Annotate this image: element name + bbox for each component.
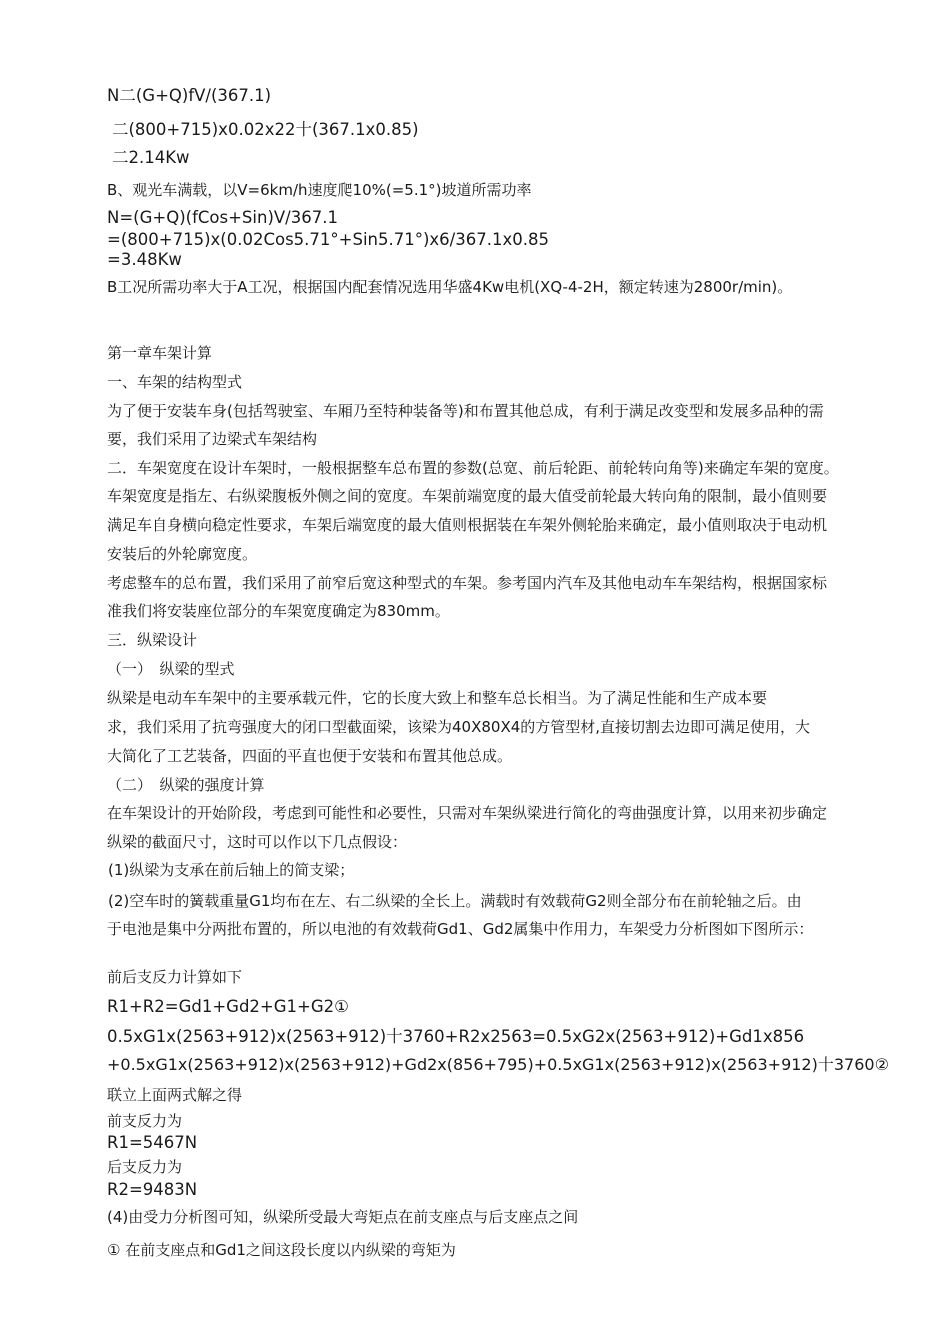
subsection-heading-beam-strength: （二） 纵梁的强度计算 <box>107 776 265 794</box>
formula-power-b: N=(G+Q)(fCos+Sin)V/367.1 <box>107 208 338 227</box>
front-reaction-value: R1=5467N <box>107 1133 198 1152</box>
assumption-2-line-1: (2)空车时的簧载重量G1均布在左、右二纵梁的全长上。满载时有效载荷G2则全部分布在前轮轴之后。由 <box>108 892 802 910</box>
paragraph-structure-line-2: 要，我们采用了边梁式车架结构 <box>107 430 318 448</box>
paragraph-beam-type-line-1: 纵梁是电动车车架中的主要承载元件，它的长度大致上和整车总长相当。为了满足性能和生产成本要 <box>107 689 768 707</box>
moment-segment-1-text: ① 在前支座点和Gd1之间这段长度以内纵梁的弯矩为 <box>107 1241 456 1259</box>
max-moment-text: (4)由受力分析图可知，纵梁所受最大弯矩点在前支座点与后支座点之间 <box>107 1208 579 1226</box>
equation-2-line-2: +0.5xG1x(2563+912)x(2563+912)+Gd2x(856+795)+0.5xG1x(2563+912)x(2563+912)十3760② <box>107 1055 889 1074</box>
paragraph-strength-line-1: 在车架设计的开始阶段，考虑到可能性和必要性，只需对车架纵梁进行简化的弯曲强度计算，以用来初步确定 <box>107 804 828 822</box>
paragraph-structure-line-1: 为了便于安装车身(包括驾驶室、车厢乃至特种装备等)和布置其他总成，有利于满足改变型和发展多品种的需 <box>107 402 824 420</box>
paragraph-width-line-4: 安装后的外轮廓宽度。 <box>107 545 258 563</box>
formula-power-a: N二(G+Q)fV/(367.1) <box>107 86 272 105</box>
paragraph-layout-line-1: 考虑整车的总布置，我们采用了前窄后宽这种型式的车架。参考国内汽车及其他电动车车架结构，根据国家标 <box>107 574 828 592</box>
solve-text: 联立上面两式解之得 <box>107 1086 243 1104</box>
subsection-heading-beam-type: （一） 纵梁的型式 <box>107 660 235 678</box>
condition-b-heading: B、观光车满载，以V=6km/h速度爬10%(=5.1°)坡道所需功率 <box>107 181 532 199</box>
equation-2-line-1: 0.5xG1x(2563+912)x(2563+912)十3760+R2x2563=0.5xG2x(2563+912)+Gd1x856 <box>107 1027 805 1046</box>
paragraph-strength-line-2: 纵梁的截面尺寸，这时可以作以下几点假设： <box>107 833 408 851</box>
rear-reaction-value: R2=9483N <box>107 1180 198 1199</box>
formula-power-b-result: =3.48Kw <box>107 250 182 269</box>
formula-power-a-result: 二2.14Kw <box>112 148 190 167</box>
reaction-force-heading: 前后支反力计算如下 <box>107 968 243 986</box>
paragraph-beam-type-line-2: 求，我们采用了抗弯强度大的闭口型截面梁，该梁为40X80X4的方管型材,直接切割去边即可满足使用，大 <box>107 718 811 736</box>
paragraph-width-line-2: 车架宽度是指左、右纵梁腹板外侧之间的宽度。车架前端宽度的最大值受前轮最大转向角的限制，最小值则要 <box>107 487 828 505</box>
front-reaction-label: 前支反力为 <box>107 1112 183 1130</box>
chapter-title: 第一章车架计算 <box>107 344 213 362</box>
paragraph-width-line-1: 二．车架宽度在设计车架时，一般根据整车总布置的参数(总宽、前后轮距、前轮转向角等)来确定车架的宽度。 <box>107 459 839 477</box>
rear-reaction-label: 后支反力为 <box>107 1158 183 1176</box>
equation-1: R1+R2=Gd1+Gd2+G1+G2① <box>107 997 349 1016</box>
formula-power-a-substitution: 二(800+715)x0.02x22十(367.1x0.85) <box>112 120 419 139</box>
assumption-2-line-2: 于电池是集中分两批布置的，所以电池的有效载荷Gd1、Gd2属集中作用力，车架受力分析图如下图所示： <box>107 920 814 938</box>
motor-selection-text: B工况所需功率大于A工况，根据国内配套情况选用华盛4Kw电机(XQ-4-2H，额定转速为2800r/min)。 <box>107 278 793 296</box>
section-heading-longitudinal-beam: 三．纵梁设计 <box>107 631 198 649</box>
paragraph-layout-line-2: 准我们将安装座位部分的车架宽度确定为830mm。 <box>107 602 450 620</box>
assumption-1: (1)纵梁为支承在前后轴上的简支梁； <box>108 861 355 879</box>
section-heading-structure: 一、车架的结构型式 <box>107 373 243 391</box>
paragraph-beam-type-line-3: 大简化了工艺装备，四面的平直也便于安装和布置其他总成。 <box>107 747 513 765</box>
formula-power-b-substitution: =(800+715)x(0.02Cos5.71°+Sin5.71°)x6/367.1x0.85 <box>107 230 549 249</box>
paragraph-width-line-3: 满足车自身横向稳定性要求，车架后端宽度的最大值则根据装在车架外侧轮胎来确定，最小值则取决于电动机 <box>107 516 828 534</box>
